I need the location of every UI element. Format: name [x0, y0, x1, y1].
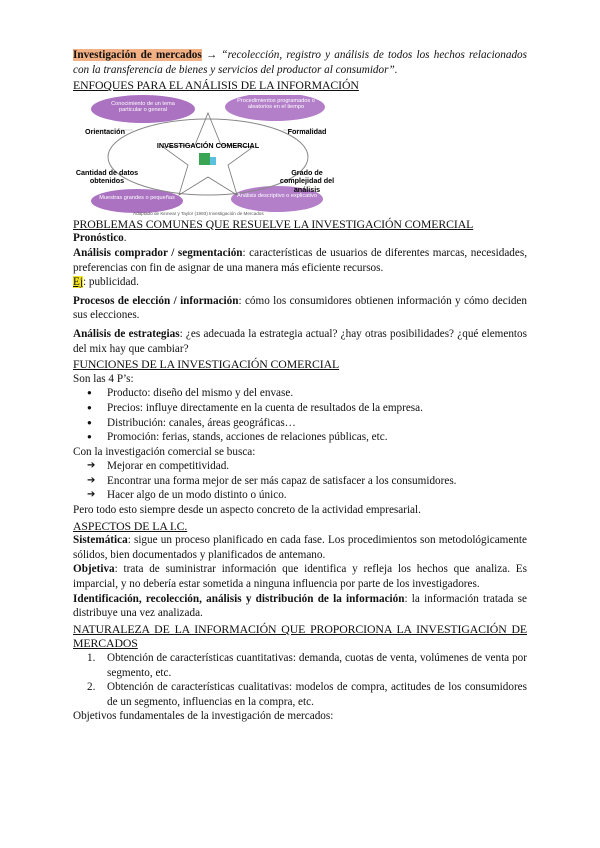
naturaleza-list — [73, 651, 527, 709]
ident-text: : la información tratada se distribuye una vez analizada. — [73, 592, 527, 620]
list-item: ● Producto: diseño del mismo y del envase. — [73, 386, 527, 401]
item-number: 2. — [87, 681, 96, 694]
list-item — [73, 651, 527, 680]
list-item — [73, 680, 527, 709]
list-item: ● Promoción: ferias, stands, acciones de relaciones públicas, etc. — [73, 430, 527, 445]
blob-top-left-text: Conocimiento de un tema particular o general — [111, 100, 175, 114]
label-cantidad: Cantidad de datos obtenidos — [75, 167, 139, 186]
four-ps-list — [73, 386, 527, 444]
ident-paragraph — [73, 592, 527, 621]
funciones-closing: Pero todo esto siempre desde un aspecto concreto de la actividad empresarial. — [73, 504, 421, 517]
blob-bottom-left-text: Muestras grandes o pequeñas — [99, 194, 175, 201]
center-icon-blue — [210, 157, 216, 165]
label-formalidad: Formalidad — [287, 126, 327, 136]
item-text: Obtención de características cuantitativas: demanda, cuotas de venta, volúmenes de venta por segmento, etc. — [107, 652, 527, 679]
objetivos-line: Objetivos fundamentales de la investigación de mercados: — [73, 710, 334, 723]
label-complejidad: Grado de complejidad del análisis — [279, 167, 335, 194]
item-number: 1. — [87, 652, 96, 664]
intro-paragraph — [73, 48, 527, 77]
ej-text: : publicidad. — [82, 276, 139, 289]
analisis-term: Análisis comprador / segmentación — [73, 246, 243, 259]
procesos-term: Procesos de elección / información — [73, 294, 239, 307]
document-page — [73, 48, 527, 724]
intro-arrow: → — [201, 49, 222, 61]
intro-term: Investigación de mercados — [73, 49, 202, 61]
estrategias-term: Análisis de estrategias — [73, 327, 180, 340]
list-item: ➔ Hacer algo de un modo distinto o único. — [73, 488, 527, 503]
ident-term: Identificación, recolección, análisis y distribución de la información — [73, 592, 405, 605]
enfoques-diagram — [73, 95, 343, 216]
sistematica-paragraph — [73, 533, 527, 562]
funciones-heading: FUNCIONES DE LA INVESTIGACIÓN COMERCIAL — [73, 357, 340, 372]
procesos-text: : cómo los consumidores obtienen información y cómo deciden sus elecciones. — [73, 294, 527, 322]
objetiva-term: Objetiva — [73, 563, 115, 576]
enfoques-heading: ENFOQUES PARA EL ANÁLISIS DE LA INFORMACIÓN — [73, 78, 359, 93]
ej-term: Ej — [73, 276, 83, 289]
analisis-text: : características de usuarios de diferentes marcas, necesidades, preferencias con fin de asignar de una manera más eficiente recursos. — [73, 246, 527, 274]
problemas-heading: PROBLEMAS COMUNES QUE RESUELVE LA INVESTIGACIÓN COMERCIAL — [73, 216, 474, 231]
goals-list — [73, 459, 527, 503]
estrategias-paragraph — [73, 327, 527, 356]
estrategias-text: : ¿es adecuada la estrategia actual? ¿hay otras posibilidades? ¿qué elementos del mix hay que cambiar? — [73, 327, 527, 355]
item-text: Obtención de características cualitativas: modelos de compra, actitudes de los consumidores de un segmento, influencias en la compra, etc. — [107, 681, 527, 708]
objetiva-text: : trata de suministrar información que identifica y refleja los hechos que analiza. Es imparcial, y no debería estar sometida a ninguna influencia por parte de los investigadores. — [73, 563, 527, 591]
pronostico-line: Pronóstico. — [73, 232, 127, 245]
list-item: ➔ Mejorar en competitividad. — [73, 459, 527, 474]
blob-top-right-text: Procedimientos programados o aleatorios en el tiempo — [237, 97, 315, 111]
analisis-paragraph — [73, 246, 527, 275]
aspectos-heading: ASPECTOS DE LA I.C. — [73, 518, 188, 533]
pronostico-term: Pronóstico — [73, 232, 124, 245]
busca-line: Con la investigación comercial se busca: — [73, 445, 256, 458]
blob-bottom-right-text: Análisis descriptivo o explicativo — [237, 192, 317, 199]
list-item: ● Distribución: canales, áreas geográficas… — [73, 416, 527, 431]
list-item: ➔ Encontrar una forma mejor de ser más capaz de satisfacer a los consumidores. — [73, 474, 527, 489]
procesos-paragraph — [73, 294, 527, 323]
label-orientacion: Orientación — [85, 126, 125, 136]
sistematica-term: Sistemática — [73, 534, 128, 547]
intro-definition: “recolección, registro y análisis de todos los hechos relacionados con la transferencia de bienes y servicios del productor al consumidor”. — [73, 49, 527, 76]
funciones-intro: Son las 4 P’s: — [73, 372, 134, 385]
label-center: INVESTIGACIÓN COMERCIAL — [156, 140, 260, 150]
list-item: ● Precios: influye directamente en la cuenta de resultados de la empresa. — [73, 401, 527, 416]
sistematica-text: : sigue un proceso planificado en cada fase. Los procedimientos son metodológicamente sólidos, bien documentados y planificados de antemano. — [73, 534, 527, 561]
diagram-caption: Adaptado de Kinnear y Taylor (1993) Investigación de Mercados — [133, 210, 264, 216]
objetiva-paragraph — [73, 562, 527, 591]
naturaleza-heading: NATURALEZA DE LA INFORMACIÓN QUE PROPORCIONA LA INVESTIGACIÓN DE MERCADOS — [73, 621, 527, 651]
center-icon-green — [199, 153, 210, 165]
ej-line — [73, 275, 527, 290]
